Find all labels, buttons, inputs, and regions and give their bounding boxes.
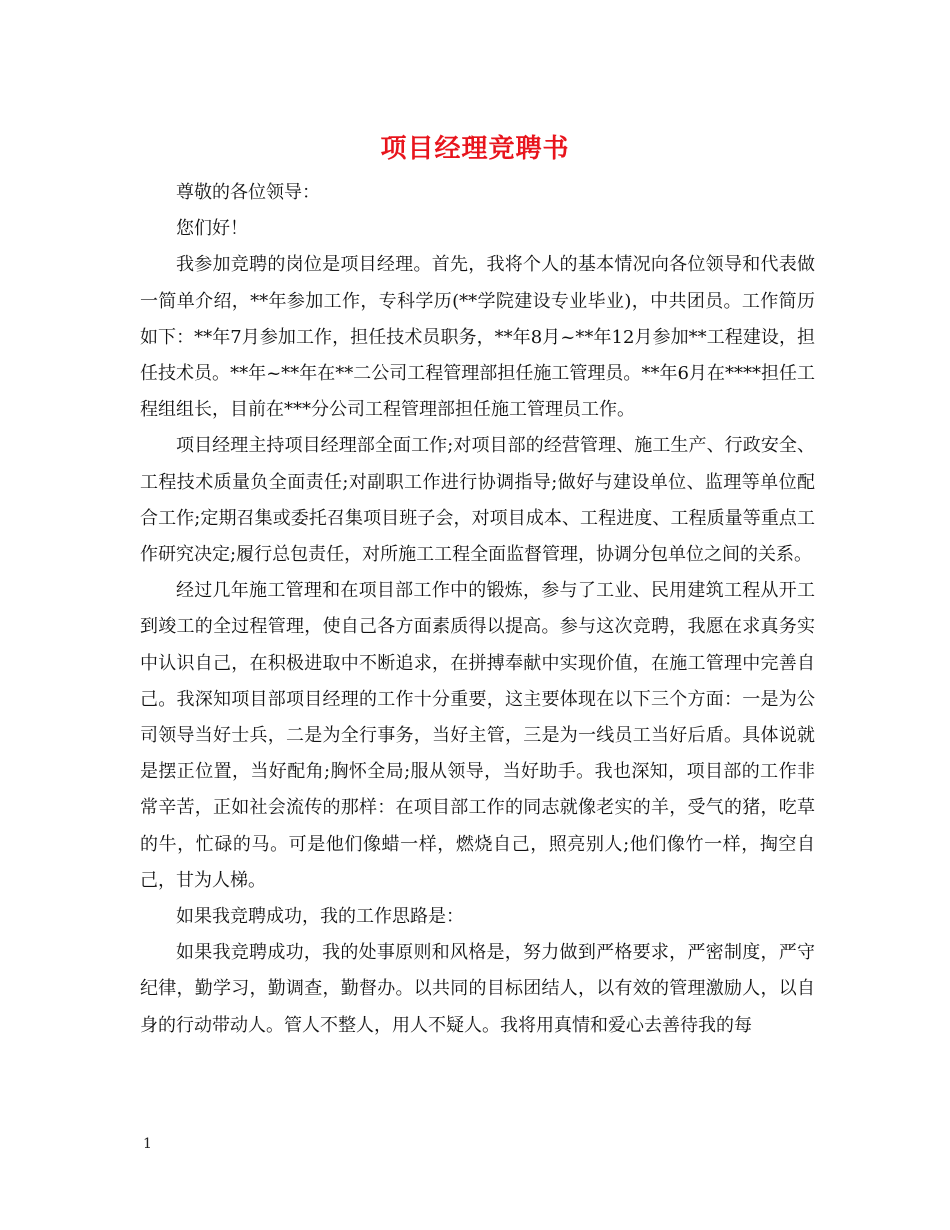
paragraph-principles: 如果我竞聘成功，我的处事原则和风格是，努力做到严格要求，严密制度，严守纪律，勤学习，勤调查，勤督办。以共同的目标团结人，以有效的管理激励人，以自身的行动带动人。管人不整人，用人不疑人。我将用真情和爱心去善待我的每 — [140, 942, 815, 1036]
salutation: 尊敬的各位领导： — [176, 182, 320, 203]
greeting: 您们好！ — [176, 218, 248, 240]
page-number: 1 — [143, 1136, 152, 1152]
paragraph-work-plan-intro: 如果我竞聘成功，我的工作思路是： — [176, 906, 464, 928]
document-body — [140, 175, 815, 1044]
paragraph-introduction: 我参加竞聘的岗位是项目经理。首先，我将个人的基本情况向各位领导和代表做一简单介绍，**年参加工作，专科学历(**学院建设专业毕业)，中共团员。工作简历如下：**年7月参加工作，担任技术员职务，**年8月~**年12月参加**工程建设，担任技术员。**年~**年在**二公司工程管理部担任施工管理员。**年6月在****担任工程组组长，目前在***分公司工程管理部担任施工管理员工作。 — [140, 254, 815, 421]
document-title: 项目经理竞聘书 — [380, 134, 570, 164]
paragraph-experience: 经过几年施工管理和在项目部工作中的锻炼，参与了工业、民用建筑工程从开工到竣工的全过程管理，使自己各方面素质得以提高。参与这次竞聘，我愿在求真务实中认识自己，在积极进取中不断追求，在拼搏奉献中实现价值，在施工管理中完善自己。我深知项目部项目经理的工作十分重要，这主要体现在以下三个方面：一是为公司领导当好士兵，二是为全行事务，当好主管，三是为一线员工当好后盾。具体说就是摆正位置，当好配角;胸怀全局;服从领导，当好助手。我也深知，项目部的工作非常辛苦，正如社会流传的那样：在项目部工作的同志就像老实的羊，受气的猪，吃草的牛，忙碌的马。可是他们像蜡一样，燃烧自己，照亮别人;他们像竹一样，掏空自己，甘为人梯。 — [140, 580, 815, 891]
paragraph-responsibilities: 项目经理主持项目经理部全面工作;对项目部的经营管理、施工生产、行政安全、工程技术质量负全面责任;对副职工作进行协调指导;做好与建设单位、监理等单位配合工作;定期召集或委托召集项目班子会，对项目成本、工程进度、工程质量等重点工作研究决定;履行总包责任，对所施工工程全面监督管理，协调分包单位之间的关系。 — [140, 435, 815, 566]
